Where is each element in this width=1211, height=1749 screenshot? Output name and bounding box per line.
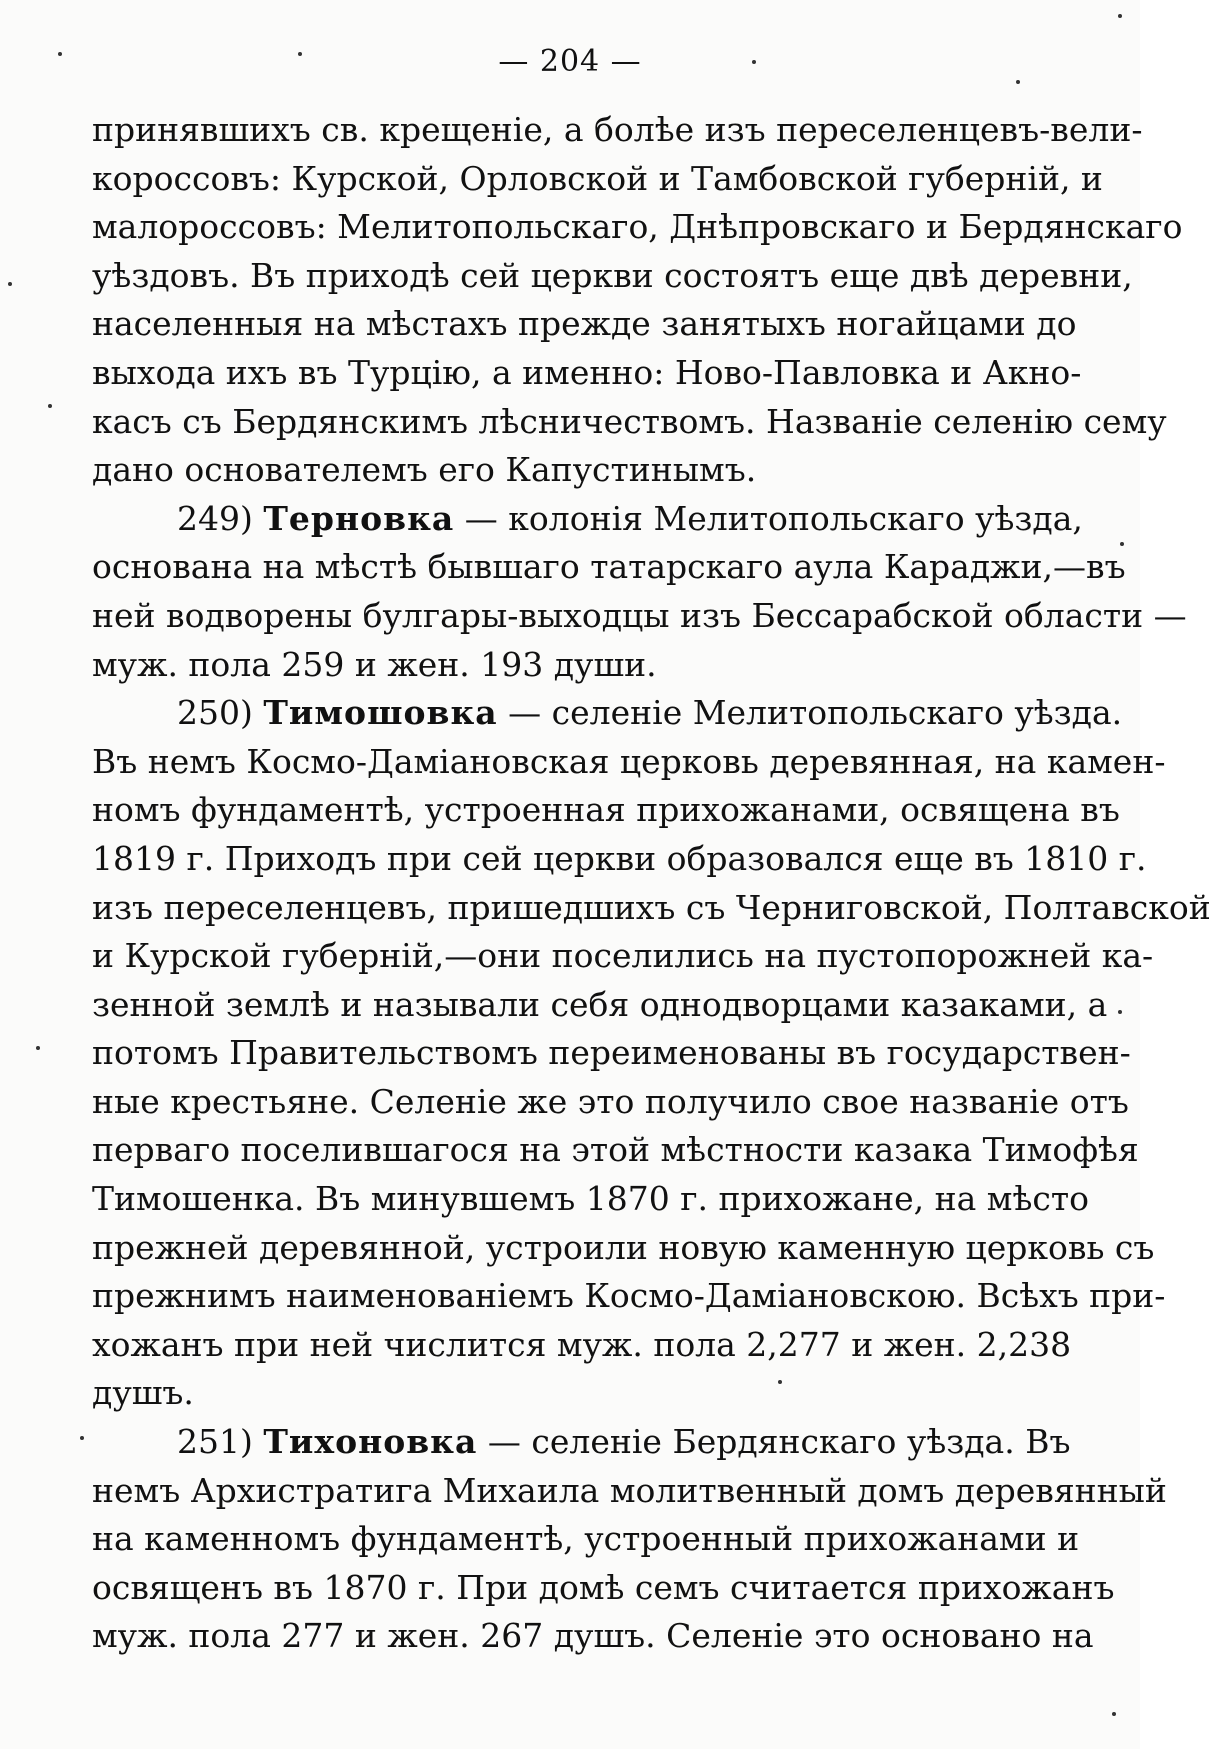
text-line: душъ.	[92, 1373, 194, 1413]
print-speck	[1120, 542, 1124, 546]
text-line: хожанъ при ней числится муж. пола 2,277 и жен. 2,238	[92, 1324, 1072, 1364]
print-speck	[8, 282, 12, 286]
text-line: муж. пола 259 и жен. 193 души.	[92, 644, 657, 684]
text-line: прежнимъ наименованіемъ Космо-Даміановскою. Всѣхъ при-	[92, 1276, 1166, 1316]
text-line: зенной землѣ и называли себя однодворцами казаками, а	[92, 984, 1108, 1024]
text-line: прежней деревянной, устроили новую каменную церковь съ	[92, 1227, 1155, 1267]
entry-249-heading-line	[92, 495, 1083, 544]
text-line: уѣздовъ. Въ приходѣ сей церкви состоятъ еще двѣ деревни,	[92, 255, 1133, 295]
text-line: Тимошенка. Въ минувшемъ 1870 г. прихожане, на мѣсто	[92, 1179, 1089, 1219]
entry-number: 250)	[177, 693, 264, 733]
text-line: дано основателемъ его Капустинымъ.	[92, 450, 757, 490]
print-speck	[778, 1380, 782, 1384]
print-speck	[1118, 14, 1122, 18]
print-speck	[48, 404, 52, 408]
entry-number: 251)	[177, 1422, 264, 1462]
entry-description: — колонія Мелитопольскаго уѣзда,	[454, 498, 1083, 538]
text-line: малороссовъ: Мелитопольскаго, Днѣпровскаго и Бердянскаго	[92, 207, 1183, 247]
print-speck	[36, 1046, 40, 1050]
text-line: выхода ихъ въ Турцію, а именно: Ново-Павловка и Акно-	[92, 352, 1082, 392]
print-speck	[752, 60, 756, 64]
text-line: населенныя на мѣстахъ прежде занятыхъ ногайцами до	[92, 304, 1077, 344]
text-line: Въ немъ Космо-Даміановская церковь деревянная, на камен-	[92, 741, 1166, 781]
entry-number: 249)	[177, 498, 264, 538]
print-speck	[80, 1436, 84, 1440]
print-speck	[58, 52, 62, 56]
entry-title-tikhonovka: Тихоновка	[263, 1422, 478, 1462]
text-line: ные крестьяне. Селеніе же это получило свое названіе отъ	[92, 1081, 1129, 1121]
text-line: короссовъ: Курской, Орловской и Тамбовской губерній, и	[92, 158, 1103, 198]
text-line: немъ Архистратига Михаила молитвенный домъ деревянный	[92, 1470, 1167, 1510]
text-line: 1819 г. Приходъ при сей церкви образовался еще въ 1810 г.	[92, 838, 1147, 878]
entry-251-heading-line	[92, 1418, 1071, 1467]
entry-250-heading-line	[92, 689, 1123, 738]
entry-title-ternovka: Терновка	[263, 498, 455, 538]
text-line: и Курской губерній,—они поселились на пустопорожней ка-	[92, 936, 1154, 976]
entry-description: — селеніе Бердянскаго уѣзда. Въ	[477, 1422, 1071, 1462]
text-line: номъ фундаментѣ, устроенная прихожанами, освящена въ	[92, 790, 1120, 830]
entry-description: — селеніе Мелитопольскаго уѣзда.	[497, 693, 1123, 733]
print-speck	[1112, 1712, 1116, 1716]
text-line: принявшихъ св. крещеніе, а болѣе изъ переселенцевъ-вели-	[92, 110, 1143, 149]
body-text	[92, 106, 1211, 1661]
print-speck	[298, 52, 302, 56]
text-line: касъ съ Бердянскимъ лѣсничествомъ. Названіе селенію сему	[92, 401, 1167, 441]
print-speck	[1118, 1010, 1122, 1014]
text-line: основана на мѣстѣ бывшаго татарскаго аула Караджи,—въ	[92, 547, 1126, 587]
text-line: ней водворены булгары-выходцы изъ Бессарабской области —	[92, 595, 1187, 635]
text-line: изъ переселенцевъ, пришедшихъ съ Черниговской, Полтавской	[92, 887, 1211, 927]
text-line: муж. пола 277 и жен. 267 душъ. Селеніе это основано на	[92, 1616, 1094, 1656]
page-number: — 204 —	[498, 44, 642, 79]
print-speck	[1016, 80, 1020, 84]
text-line: на каменномъ фундаментѣ, устроенный прихожанами и	[92, 1519, 1080, 1559]
text-line: потомъ Правительствомъ переименованы въ государствен-	[92, 1033, 1131, 1073]
entry-title-timoshovka: Тимошовка	[263, 693, 498, 733]
text-line: перваго поселившагося на этой мѣстности казака Тимофѣя	[92, 1130, 1139, 1170]
text-line: освященъ въ 1870 г. При домѣ семъ считается прихожанъ	[92, 1567, 1115, 1607]
